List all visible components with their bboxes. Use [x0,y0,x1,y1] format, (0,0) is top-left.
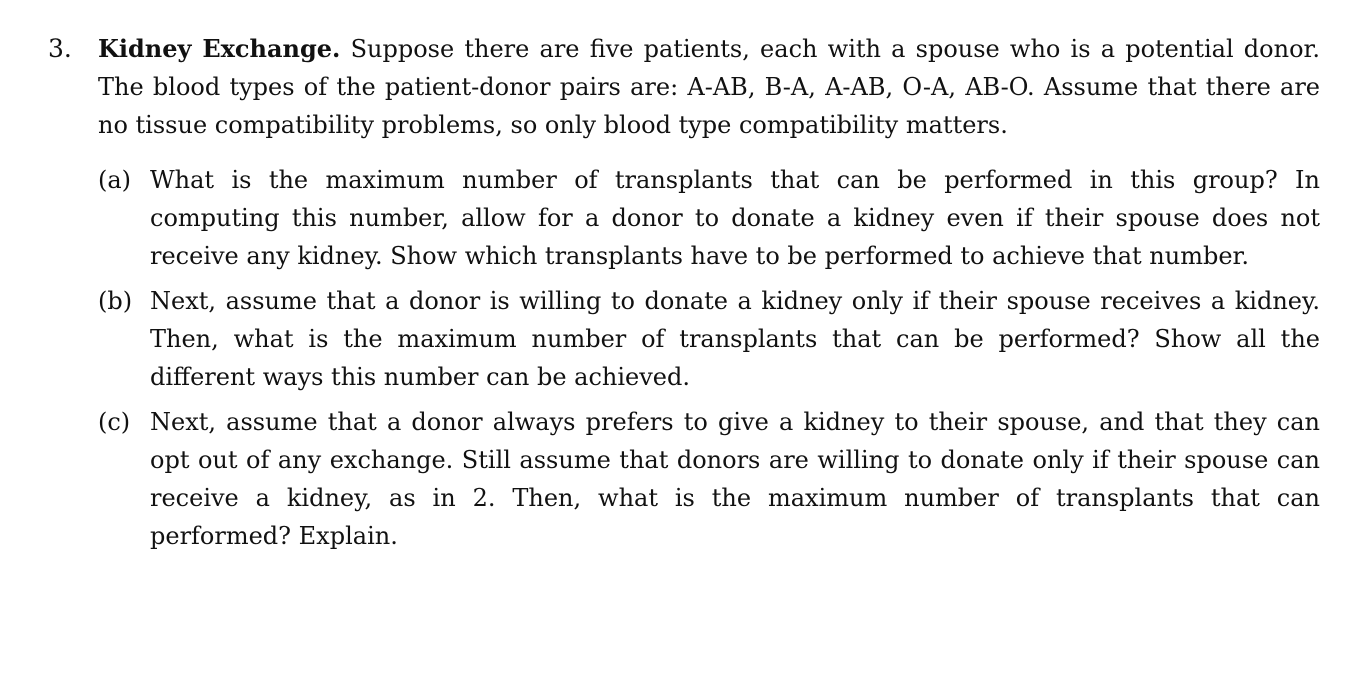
subpart-a-label: (a) [98,166,132,194]
problem-number: 3. [48,34,72,63]
subpart-list [48,161,1320,555]
subpart-c-label: (c) [98,408,131,436]
problem-intro: Suppose there are five patients, each with a spouse who is a potential donor. The blood types of the patient-donor pairs are: A-AB, B-A, A-AB, O-A, AB-O. Assume that there are no tissue compatibility problems, so only blood type compatibility matters. [98,35,1320,139]
subpart-c [98,403,1320,555]
subpart-b-label: (b) [98,287,133,315]
subpart-a [98,161,1320,275]
subpart-b [98,282,1320,396]
subpart-b-text: Next, assume that a donor is willing to donate a kidney only if their spouse receives a kidney. Then, what is the maximum number of transplants that can be performed? Show all the different ways this number can be achieved. [150,287,1320,391]
problem-statement [98,30,1320,144]
subpart-a-text: What is the maximum number of transplants that can be performed in this group? In computing this number, allow for a donor to donate a kidney even if their spouse does not receive any kidney. Show which transplants have to be performed to achieve that number. [150,166,1320,270]
problem-3 [48,30,1320,562]
problem-title: Kidney Exchange. [98,34,341,63]
subpart-c-text: Next, assume that a donor always prefers to give a kidney to their spouse, and that they can opt out of any exchange. Still assume that donors are willing to donate only if their spouse can receive a kidney, as in 2. Then, what is the maximum number of transplants that can performed? Explain. [150,408,1320,550]
